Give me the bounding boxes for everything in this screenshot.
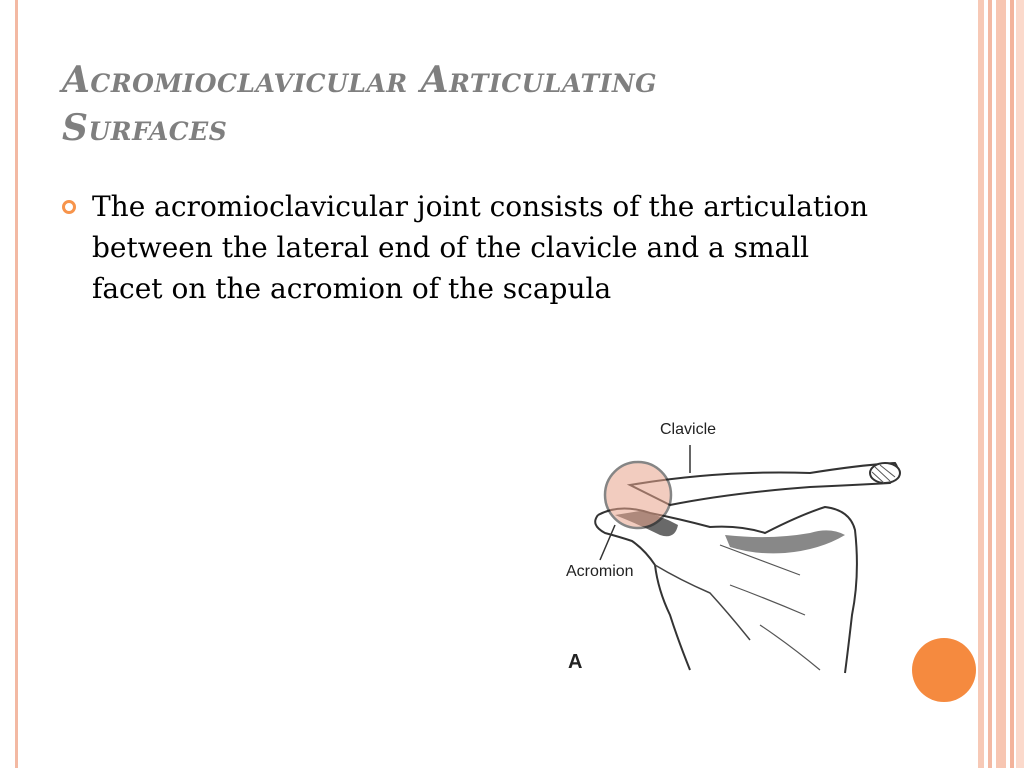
left-frame-border	[0, 0, 18, 768]
right-stripe-2	[988, 0, 992, 768]
acromion-label: Acromion	[566, 563, 634, 580]
shoulder-illustration	[560, 415, 930, 685]
right-stripe-5	[1016, 0, 1024, 768]
right-stripe-3	[996, 0, 1006, 768]
bullet-circle-icon	[62, 200, 76, 214]
slide-title-line-2: Surfaces	[62, 107, 228, 149]
panel-label: A	[568, 651, 583, 673]
shoulder-diagram	[560, 415, 930, 685]
decorative-orange-circle	[912, 638, 976, 702]
slide-title-line-1: Acromioclavicular Articulating	[62, 59, 658, 101]
right-stripe-1	[978, 0, 984, 768]
right-stripe-4	[1010, 0, 1014, 768]
bullet-text: The acromioclavicular joint consists of the articulation between the lateral end of the clavicle and a small facet on the acromion of the scapula	[92, 190, 869, 305]
clavicle-label: Clavicle	[660, 421, 717, 438]
slide-title	[62, 56, 922, 152]
